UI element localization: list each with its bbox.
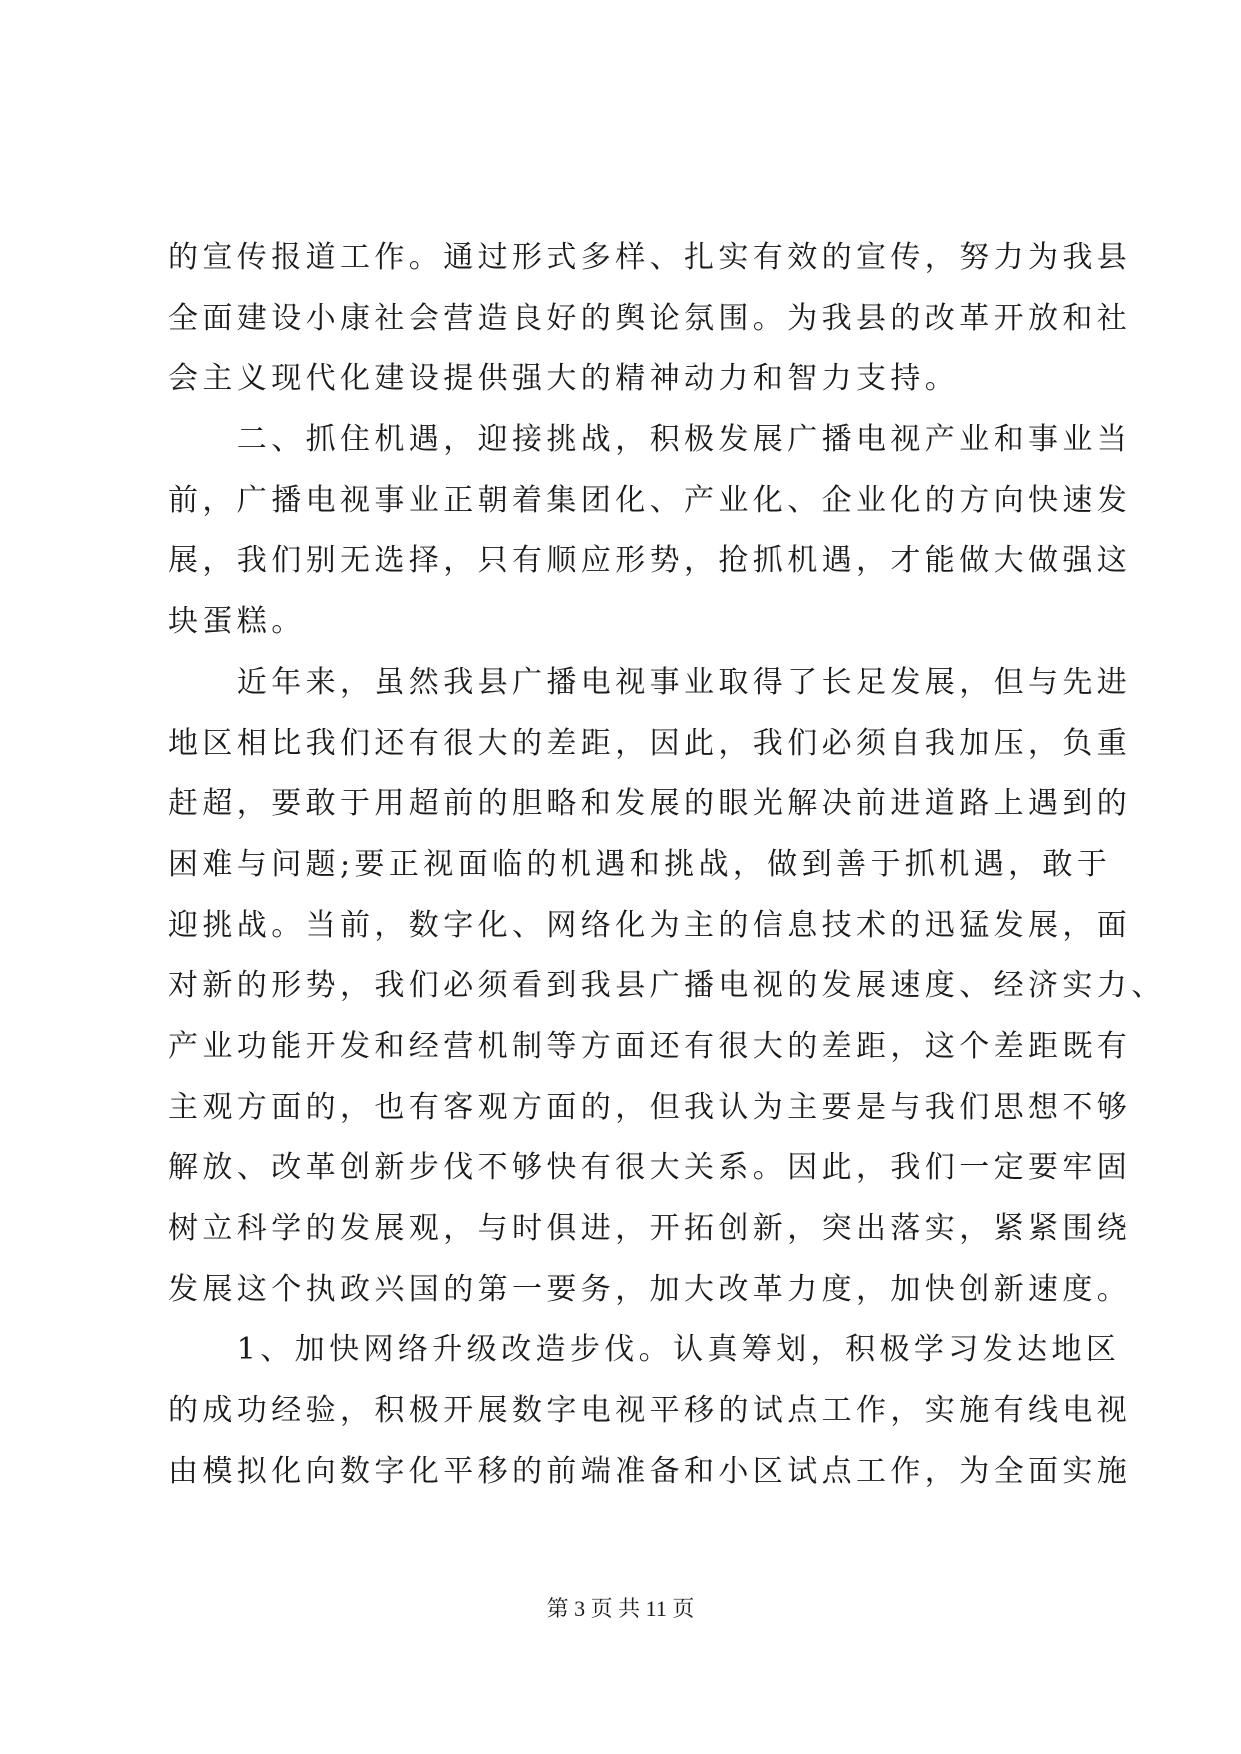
- text-line: 赶超，要敢于用超前的胆略和发展的眼光解决前进道路上遇到的: [168, 786, 1132, 822]
- text-line: 前，广播电视事业正朝着集团化、产业化、企业化的方向快速发: [168, 482, 1132, 518]
- text-line: 会主义现代化建设提供强大的精神动力和智力支持。: [168, 361, 960, 397]
- text-line: 迎挑战。当前，数字化、网络化为主的信息技术的迅猛发展，面: [168, 907, 1132, 943]
- text-line: 的宣传报道工作。通过形式多样、扎实有效的宣传，努力为我县: [168, 240, 1132, 275]
- text-line: 1、加快网络升级改造步伐。认真筹划，积极学习发达地区: [168, 1332, 1121, 1368]
- text-line: 的成功经验，积极开展数字电视平移的试点工作，实施有线电视: [168, 1393, 1132, 1429]
- text-line: 块蛋糕。: [168, 604, 306, 640]
- text-line: 困难与问题;要正视面临的机遇和挑战，做到善于抓机遇，敢于: [168, 846, 1112, 882]
- text-line: 树立科学的发展观，与时俱进，开拓创新，突出落实，紧紧围绕: [168, 1211, 1132, 1246]
- text-line: 发展这个执政兴国的第一要务，加大改革力度，加快创新速度。: [168, 1271, 1132, 1307]
- text-line: 二、抓住机遇，迎接挑战，积极发展广播电视产业和事业当: [168, 422, 1132, 458]
- text-line: 近年来，虽然我县广播电视事业取得了长足发展，但与先进: [168, 664, 1132, 700]
- text-line: 产业功能开发和经营机制等方面还有很大的差距，这个差距既有: [168, 1028, 1132, 1064]
- text-line: 地区相比我们还有很大的差距，因此，我们必须自我加压，负重: [168, 725, 1132, 761]
- text-line: 解放、改革创新步伐不够快有很大关系。因此，我们一定要牢固: [168, 1150, 1132, 1186]
- body-text: [168, 228, 1166, 1502]
- text-line: 主观方面的，也有客观方面的，但我认为主要是与我们思想不够: [168, 1089, 1132, 1125]
- page-number-footer: 第 3 页 共 11 页: [546, 1596, 695, 1621]
- text-line: 全面建设小康社会营造良好的舆论氛围。为我县的改革开放和社: [168, 300, 1132, 336]
- text-line: 展，我们别无选择，只有顺应形势，抢抓机遇，才能做大做强这: [168, 543, 1132, 579]
- text-line: 对新的形势，我们必须看到我县广播电视的发展速度、经济实力、: [168, 968, 1166, 1004]
- text-line: 由模拟化向数字化平移的前端准备和小区试点工作，为全面实施: [168, 1453, 1132, 1489]
